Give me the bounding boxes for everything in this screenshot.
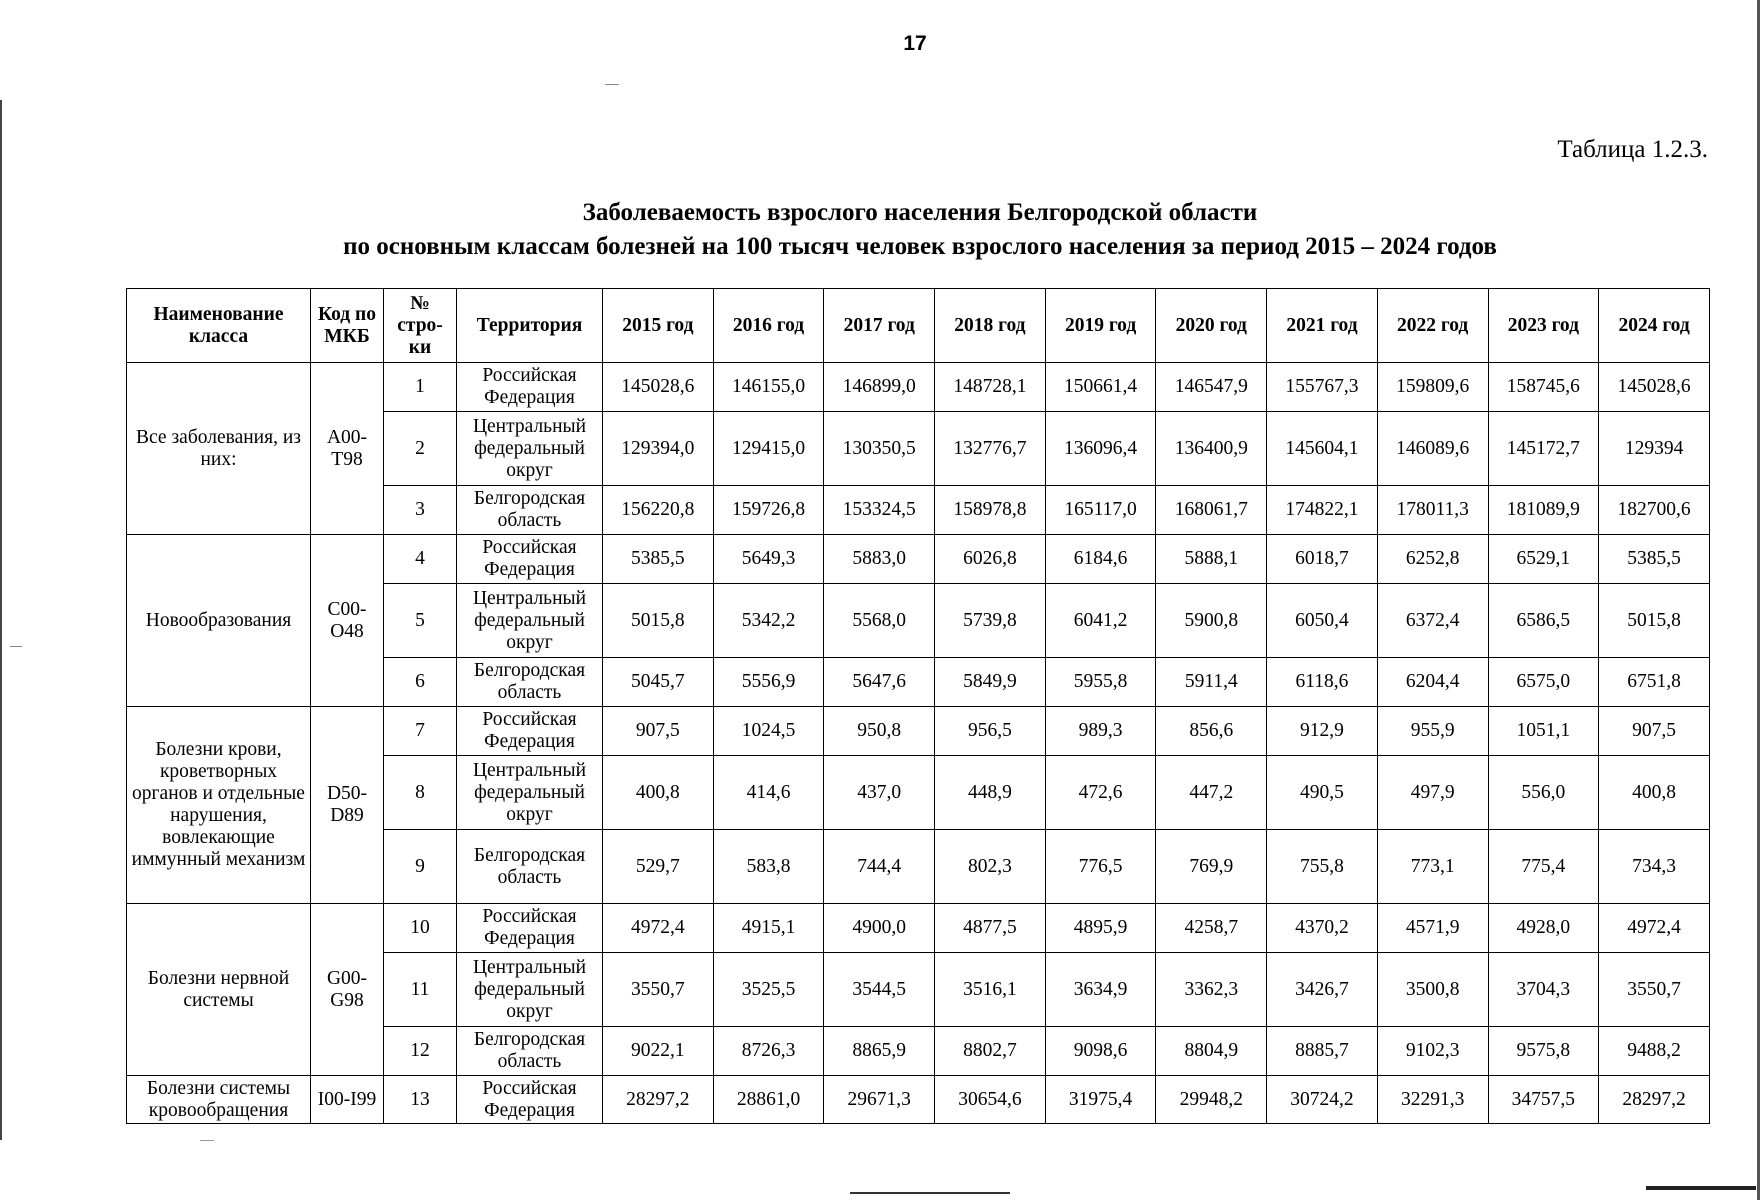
row-number-cell: 9 — [384, 830, 457, 904]
row-number-cell: 3 — [384, 486, 457, 535]
value-cell: 5888,1 — [1156, 535, 1267, 584]
value-cell: 9022,1 — [603, 1027, 714, 1076]
value-cell: 182700,6 — [1599, 486, 1710, 535]
value-cell: 776,5 — [1045, 830, 1156, 904]
morbidity-table — [126, 288, 1710, 1124]
value-cell: 158745,6 — [1488, 363, 1599, 412]
value-cell: 165117,0 — [1045, 486, 1156, 535]
territory-cell: Белгородская область — [457, 486, 603, 535]
value-cell: 145028,6 — [1599, 363, 1710, 412]
value-cell: 9488,2 — [1599, 1027, 1710, 1076]
value-cell: 3426,7 — [1267, 953, 1378, 1027]
value-cell: 400,8 — [603, 756, 714, 830]
icd-code-cell: I00-I99 — [311, 1076, 384, 1124]
value-cell: 146155,0 — [713, 363, 824, 412]
value-cell: 34757,5 — [1488, 1076, 1599, 1124]
value-cell: 6586,5 — [1488, 584, 1599, 658]
value-cell: 583,8 — [713, 830, 824, 904]
value-cell: 5385,5 — [603, 535, 714, 584]
territory-cell: Российская Федерация — [457, 363, 603, 412]
title-line-2: по основным классам болезней на 100 тысяч человек взрослого населения за период 2015 – 2024 годов — [343, 233, 1497, 260]
value-cell: 4972,4 — [1599, 904, 1710, 953]
table-row — [127, 1076, 1710, 1124]
icd-code-cell: A00-T98 — [311, 363, 384, 535]
value-cell: 145172,7 — [1488, 412, 1599, 486]
value-cell: 1024,5 — [713, 707, 824, 756]
value-cell: 136400,9 — [1156, 412, 1267, 486]
scan-edge-left — [0, 100, 2, 1140]
row-number-cell: 4 — [384, 535, 457, 584]
territory-cell: Белгородская область — [457, 658, 603, 707]
value-cell: 775,4 — [1488, 830, 1599, 904]
value-cell: 5849,9 — [935, 658, 1046, 707]
value-cell: 956,5 — [935, 707, 1046, 756]
header-year: 2021 год — [1267, 289, 1378, 363]
header-year: 2024 год — [1599, 289, 1710, 363]
value-cell: 178011,3 — [1377, 486, 1488, 535]
class-name-cell: Болезни крови, кроветворных органов и отдельные нарушения, вовлекающие иммунный механизм — [127, 707, 311, 904]
table-row — [127, 535, 1710, 584]
value-cell: 6575,0 — [1488, 658, 1599, 707]
value-cell: 5883,0 — [824, 535, 935, 584]
value-cell: 155767,3 — [1267, 363, 1378, 412]
value-cell: 3550,7 — [1599, 953, 1710, 1027]
territory-cell: Центральный федеральный округ — [457, 953, 603, 1027]
header-class: Наименование класса — [127, 289, 311, 363]
header-year: 2019 год — [1045, 289, 1156, 363]
value-cell: 4895,9 — [1045, 904, 1156, 953]
value-cell: 8802,7 — [935, 1027, 1046, 1076]
value-cell: 3525,5 — [713, 953, 824, 1027]
value-cell: 30724,2 — [1267, 1076, 1378, 1124]
value-cell: 181089,9 — [1488, 486, 1599, 535]
row-number-cell: 13 — [384, 1076, 457, 1124]
value-cell: 4370,2 — [1267, 904, 1378, 953]
page-number: 17 — [903, 32, 927, 55]
value-cell: 129415,0 — [713, 412, 824, 486]
value-cell: 8865,9 — [824, 1027, 935, 1076]
class-name-cell: Болезни нервной системы — [127, 904, 311, 1076]
value-cell: 150661,4 — [1045, 363, 1156, 412]
scan-speck — [200, 1140, 214, 1141]
icd-code-cell: D50-D89 — [311, 707, 384, 904]
value-cell: 4571,9 — [1377, 904, 1488, 953]
value-cell: 907,5 — [1599, 707, 1710, 756]
row-number-cell: 1 — [384, 363, 457, 412]
header-code: Код по МКБ — [311, 289, 384, 363]
header-territory: Территория — [457, 289, 603, 363]
value-cell: 4258,7 — [1156, 904, 1267, 953]
territory-cell: Российская Федерация — [457, 535, 603, 584]
value-cell: 4928,0 — [1488, 904, 1599, 953]
scan-artifact — [850, 1192, 1010, 1194]
value-cell: 29671,3 — [824, 1076, 935, 1124]
scan-speck — [605, 84, 619, 85]
value-cell: 8885,7 — [1267, 1027, 1378, 1076]
territory-cell: Российская Федерация — [457, 1076, 603, 1124]
value-cell: 414,6 — [713, 756, 824, 830]
value-cell: 5647,6 — [824, 658, 935, 707]
value-cell: 6041,2 — [1045, 584, 1156, 658]
value-cell: 5911,4 — [1156, 658, 1267, 707]
value-cell: 497,9 — [1377, 756, 1488, 830]
value-cell: 28297,2 — [1599, 1076, 1710, 1124]
value-cell: 5955,8 — [1045, 658, 1156, 707]
value-cell: 755,8 — [1267, 830, 1378, 904]
territory-cell: Российская Федерация — [457, 707, 603, 756]
value-cell: 145604,1 — [1267, 412, 1378, 486]
value-cell: 6118,6 — [1267, 658, 1378, 707]
value-cell: 769,9 — [1156, 830, 1267, 904]
value-cell: 490,5 — [1267, 756, 1378, 830]
territory-cell: Белгородская область — [457, 1027, 603, 1076]
value-cell: 168061,7 — [1156, 486, 1267, 535]
value-cell: 4900,0 — [824, 904, 935, 953]
territory-cell: Российская Федерация — [457, 904, 603, 953]
icd-code-cell: G00-G98 — [311, 904, 384, 1076]
table-caption: Таблица 1.2.3. — [1557, 136, 1708, 163]
value-cell: 4915,1 — [713, 904, 824, 953]
value-cell: 5739,8 — [935, 584, 1046, 658]
value-cell: 8726,3 — [713, 1027, 824, 1076]
scan-speck — [10, 646, 22, 647]
territory-cell: Белгородская область — [457, 830, 603, 904]
value-cell: 5015,8 — [1599, 584, 1710, 658]
header-year: 2017 год — [824, 289, 935, 363]
value-cell: 146089,6 — [1377, 412, 1488, 486]
value-cell: 5556,9 — [713, 658, 824, 707]
header-row — [127, 289, 1710, 363]
value-cell: 29948,2 — [1156, 1076, 1267, 1124]
value-cell: 30654,6 — [935, 1076, 1046, 1124]
value-cell: 5900,8 — [1156, 584, 1267, 658]
value-cell: 28861,0 — [713, 1076, 824, 1124]
document-title — [120, 196, 1720, 264]
value-cell: 6050,4 — [1267, 584, 1378, 658]
territory-cell: Центральный федеральный округ — [457, 412, 603, 486]
row-number-cell: 7 — [384, 707, 457, 756]
header-year: 2022 год — [1377, 289, 1488, 363]
value-cell: 556,0 — [1488, 756, 1599, 830]
value-cell: 159726,8 — [713, 486, 824, 535]
value-cell: 158978,8 — [935, 486, 1046, 535]
value-cell: 28297,2 — [603, 1076, 714, 1124]
class-name-cell: Все заболевания, из них: — [127, 363, 311, 535]
value-cell: 5015,8 — [603, 584, 714, 658]
value-cell: 3704,3 — [1488, 953, 1599, 1027]
header-year: 2018 год — [935, 289, 1046, 363]
header-year: 2023 год — [1488, 289, 1599, 363]
value-cell: 146547,9 — [1156, 363, 1267, 412]
territory-cell: Центральный федеральный округ — [457, 584, 603, 658]
header-year: 2020 год — [1156, 289, 1267, 363]
value-cell: 32291,3 — [1377, 1076, 1488, 1124]
class-name-cell: Новообразования — [127, 535, 311, 707]
value-cell: 3544,5 — [824, 953, 935, 1027]
value-cell: 6026,8 — [935, 535, 1046, 584]
header-row-number: № стро-ки — [384, 289, 457, 363]
value-cell: 130350,5 — [824, 412, 935, 486]
value-cell: 5385,5 — [1599, 535, 1710, 584]
value-cell: 529,7 — [603, 830, 714, 904]
row-number-cell: 6 — [384, 658, 457, 707]
icd-code-cell: C00-O48 — [311, 535, 384, 707]
value-cell: 5568,0 — [824, 584, 935, 658]
value-cell: 3500,8 — [1377, 953, 1488, 1027]
value-cell: 159809,6 — [1377, 363, 1488, 412]
value-cell: 132776,7 — [935, 412, 1046, 486]
value-cell: 3516,1 — [935, 953, 1046, 1027]
value-cell: 400,8 — [1599, 756, 1710, 830]
value-cell: 136096,4 — [1045, 412, 1156, 486]
value-cell: 4877,5 — [935, 904, 1046, 953]
value-cell: 437,0 — [824, 756, 935, 830]
row-number-cell: 12 — [384, 1027, 457, 1076]
value-cell: 129394 — [1599, 412, 1710, 486]
value-cell: 129394,0 — [603, 412, 714, 486]
value-cell: 773,1 — [1377, 830, 1488, 904]
value-cell: 145028,6 — [603, 363, 714, 412]
value-cell: 8804,9 — [1156, 1027, 1267, 1076]
header-year: 2015 год — [603, 289, 714, 363]
row-number-cell: 8 — [384, 756, 457, 830]
value-cell: 5045,7 — [603, 658, 714, 707]
value-cell: 156220,8 — [603, 486, 714, 535]
value-cell: 6204,4 — [1377, 658, 1488, 707]
scan-artifact — [1646, 1186, 1756, 1190]
row-number-cell: 5 — [384, 584, 457, 658]
value-cell: 989,3 — [1045, 707, 1156, 756]
value-cell: 9098,6 — [1045, 1027, 1156, 1076]
value-cell: 907,5 — [603, 707, 714, 756]
value-cell: 6252,8 — [1377, 535, 1488, 584]
value-cell: 447,2 — [1156, 756, 1267, 830]
value-cell: 950,8 — [824, 707, 935, 756]
value-cell: 472,6 — [1045, 756, 1156, 830]
territory-cell: Центральный федеральный округ — [457, 756, 603, 830]
value-cell: 802,3 — [935, 830, 1046, 904]
value-cell: 6372,4 — [1377, 584, 1488, 658]
value-cell: 6751,8 — [1599, 658, 1710, 707]
value-cell: 6018,7 — [1267, 535, 1378, 584]
row-number-cell: 11 — [384, 953, 457, 1027]
class-name-cell: Болезни системы кровообращения — [127, 1076, 311, 1124]
row-number-cell: 2 — [384, 412, 457, 486]
row-number-cell: 10 — [384, 904, 457, 953]
value-cell: 9575,8 — [1488, 1027, 1599, 1076]
value-cell: 5649,3 — [713, 535, 824, 584]
value-cell: 6529,1 — [1488, 535, 1599, 584]
value-cell: 955,9 — [1377, 707, 1488, 756]
value-cell: 4972,4 — [603, 904, 714, 953]
title-line-1: Заболеваемость взрослого населения Белгородской области — [582, 199, 1258, 226]
value-cell: 3550,7 — [603, 953, 714, 1027]
table-row — [127, 904, 1710, 953]
value-cell: 448,9 — [935, 756, 1046, 830]
value-cell: 9102,3 — [1377, 1027, 1488, 1076]
value-cell: 174822,1 — [1267, 486, 1378, 535]
value-cell: 1051,1 — [1488, 707, 1599, 756]
value-cell: 153324,5 — [824, 486, 935, 535]
value-cell: 3634,9 — [1045, 953, 1156, 1027]
value-cell: 734,3 — [1599, 830, 1710, 904]
table-row — [127, 707, 1710, 756]
value-cell: 912,9 — [1267, 707, 1378, 756]
value-cell: 146899,0 — [824, 363, 935, 412]
header-year: 2016 год — [713, 289, 824, 363]
value-cell: 856,6 — [1156, 707, 1267, 756]
value-cell: 3362,3 — [1156, 953, 1267, 1027]
value-cell: 6184,6 — [1045, 535, 1156, 584]
value-cell: 744,4 — [824, 830, 935, 904]
value-cell: 148728,1 — [935, 363, 1046, 412]
value-cell: 5342,2 — [713, 584, 824, 658]
table-row — [127, 363, 1710, 412]
value-cell: 31975,4 — [1045, 1076, 1156, 1124]
